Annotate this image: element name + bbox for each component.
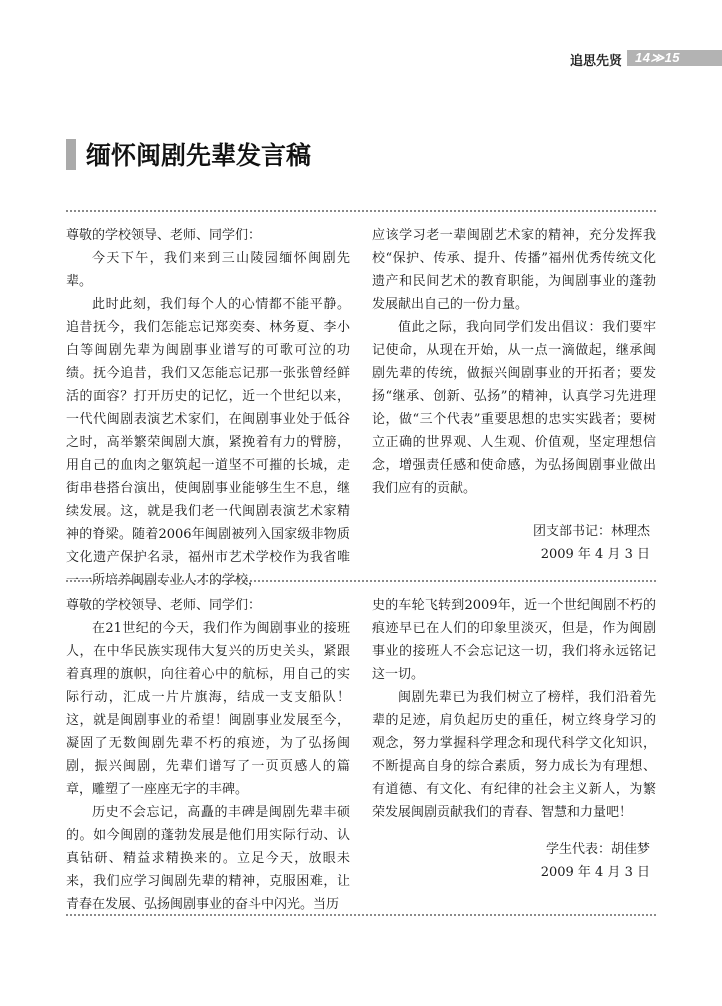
speech1-paragraph: 应该学习老一辈闽剧艺术家的精神，充分发挥我校“保护、传承、提升、传播”福州优秀传统文化遗产和民间艺术的教育职能，为闽剧事业的蓬勃发展献出自己的一份力量。	[372, 228, 656, 312]
speech2-signature: 学生代表：胡佳梦	[545, 842, 650, 857]
speech2-paragraph: 闽剧先辈已为我们树立了榜样，我们沿着先辈的足迹，肩负起历史的重任，树立终身学习的观念，努力掌握科学理念和现代科学文化知识，不断提高自身的综合素质，努力成长为有理想、有道德、有文化、有纪律的社会主义新人，为繁荣发展闽剧贡献我们的青春、智慧和力量吧！	[372, 690, 656, 820]
page-header	[0, 48, 722, 68]
article-title: 缅怀闽剧先辈发言稿	[86, 141, 312, 170]
divider-bottom	[66, 914, 656, 916]
speech2-paragraph: 在21世纪的今天，我们作为闽剧事业的接班人，在中华民族实现伟大复兴的历史关头，紧跟着真理的旗帜，向往着心中的航标，用自己的实际行动，汇成一片片旗海，结成一支支船队！这，就是闽剧事业的希望！闽剧事业发展至今，凝固了无数闽剧先辈不朽的痕迹，为了弘扬闽剧，振兴闽剧，先辈们谱写了一页页感人的篇章，雕塑了一座座无字的丰碑。	[66, 621, 350, 797]
speech1-date: 2009 年 4 月 3 日	[540, 547, 650, 562]
speech1-paragraph: 此时此刻，我们每个人的心情都不能平静。追昔抚今，我们怎能忘记郑奕奏、林务夏、李小白等闽剧先辈为闽剧事业谱写的可歌可泣的功绩。抚今追昔，我们又怎能忘记那一张张曾经鲜活的面容？打开历史的记忆，近一个世纪以来，一代代闽剧表演艺术家们，在闽剧事业处于低谷之时，高举繁荣闽剧大旗，紧挽着有力的臂膀，用自己的血肉之躯筑起一道坚不可摧的长城，走街串巷搭台演出，使闽剧事业能够生生不息，继续发展。这，就是我们老一代闽剧表演艺术家精神的脊梁。随着2006年闽剧被列入国家级非物质文化遗产保护名录，福州市艺术学校作为我省唯一一所培养闽剧专业人才的学校，	[66, 297, 350, 588]
speech1-left-column	[66, 224, 350, 592]
speech2-right-column	[372, 594, 656, 884]
page-numbers: 14≫15	[635, 50, 681, 65]
speech2-paragraph: 史的车轮飞转到2009年，近一个世纪闽剧不朽的痕迹早已在人们的印象里淡灭，但是，作为闽剧事业的接班人不会忘记这一切，我们将永远铭记这一切。	[372, 598, 656, 682]
divider-top	[66, 210, 656, 212]
speech2-paragraph: 历史不会忘记，高矗的丰碑是闽剧先辈丰硕的。如今闽剧的蓬勃发展是他们用实际行动、认真钻研、精益求精换来的。立足今天，放眼未来，我们应学习闽剧先辈的精神，克服困难，让青春在发展、弘扬闽剧事业的奋斗中闪光。当历	[66, 805, 350, 912]
speech1-paragraph: 值此之际，我向同学们发出倡议：我们要牢记使命，从现在开始，从一点一滴做起，继承闽剧先辈的传统，做振兴闽剧事业的开拓者；要发扬“继承、创新、弘扬”的精神，认真学习先进理论，做“三个代表”重要思想的忠实实践者；要树立正确的世界观、人生观、价值观，坚定理想信念，增强责任感和使命感，为弘扬闽剧事业做出我们应有的贡献。	[372, 320, 656, 496]
speech1-right-column	[372, 224, 656, 566]
page-number-bar	[627, 50, 722, 66]
speech1-paragraph: 今天下午，我们来到三山陵园缅怀闽剧先辈。	[66, 251, 350, 289]
speech1-signature: 团支部书记：林理杰	[532, 524, 650, 539]
section-name: 追思先贤	[569, 54, 622, 69]
speech2-left-column	[66, 594, 350, 916]
speech2-date: 2009 年 4 月 3 日	[540, 865, 650, 880]
speech1-greeting: 尊敬的学校领导、老师、同学们：	[66, 228, 262, 243]
divider-middle	[66, 580, 656, 582]
title-marker	[66, 139, 76, 170]
speech2-greeting: 尊敬的学校领导、老师、同学们：	[66, 598, 262, 613]
